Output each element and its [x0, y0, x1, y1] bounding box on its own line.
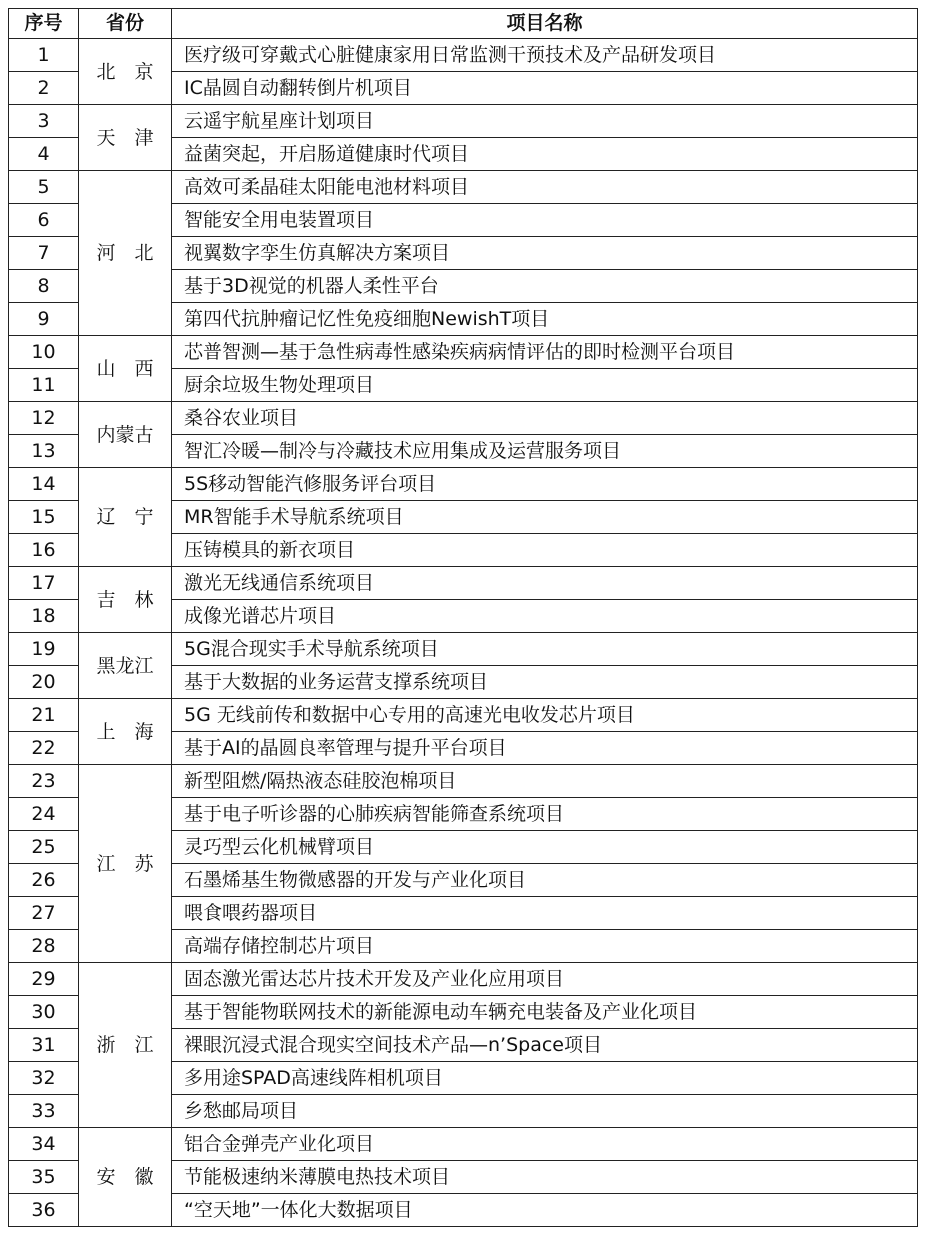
row-number: 2 — [9, 72, 79, 105]
row-number: 8 — [9, 270, 79, 303]
header-row — [9, 9, 918, 39]
row-number: 31 — [9, 1029, 79, 1062]
table-row — [9, 105, 918, 138]
project-name: MR智能手术导航系统项目 — [172, 501, 918, 534]
project-name: 基于智能物联网技术的新能源电动车辆充电装备及产业化项目 — [172, 996, 918, 1029]
table-row — [9, 963, 918, 996]
row-number: 21 — [9, 699, 79, 732]
project-name: IC晶圆自动翻转倒片机项目 — [172, 72, 918, 105]
row-number: 6 — [9, 204, 79, 237]
project-name: 5G 无线前传和数据中心专用的高速光电收发芯片项目 — [172, 699, 918, 732]
row-number: 11 — [9, 369, 79, 402]
project-name: 多用途SPAD高速线阵相机项目 — [172, 1062, 918, 1095]
table-row — [9, 699, 918, 732]
province-cell: 河 北 — [79, 171, 172, 336]
project-name: 基于电子听诊器的心肺疾病智能筛查系统项目 — [172, 798, 918, 831]
project-name: 厨余垃圾生物处理项目 — [172, 369, 918, 402]
row-number: 17 — [9, 567, 79, 600]
project-name: 基于3D视觉的机器人柔性平台 — [172, 270, 918, 303]
row-number: 18 — [9, 600, 79, 633]
header-name: 项目名称 — [172, 9, 918, 39]
row-number: 13 — [9, 435, 79, 468]
project-name: 视翼数字孪生仿真解决方案项目 — [172, 237, 918, 270]
province-cell: 黑龙江 — [79, 633, 172, 699]
row-number: 32 — [9, 1062, 79, 1095]
row-number: 27 — [9, 897, 79, 930]
row-number: 22 — [9, 732, 79, 765]
row-number: 7 — [9, 237, 79, 270]
province-cell: 上 海 — [79, 699, 172, 765]
table-row — [9, 1128, 918, 1161]
project-name: 医疗级可穿戴式心脏健康家用日常监测干预技术及产品研发项目 — [172, 39, 918, 72]
row-number: 20 — [9, 666, 79, 699]
project-name: 云遥宇航星座计划项目 — [172, 105, 918, 138]
project-name: “空天地”一体化大数据项目 — [172, 1194, 918, 1227]
project-name: 桑谷农业项目 — [172, 402, 918, 435]
table-row — [9, 39, 918, 72]
row-number: 33 — [9, 1095, 79, 1128]
project-name: 高效可柔晶硅太阳能电池材料项目 — [172, 171, 918, 204]
row-number: 3 — [9, 105, 79, 138]
row-number: 29 — [9, 963, 79, 996]
province-cell: 安 徽 — [79, 1128, 172, 1227]
table-body — [9, 39, 918, 1227]
province-cell: 天 津 — [79, 105, 172, 171]
row-number: 15 — [9, 501, 79, 534]
project-name: 石墨烯基生物微感器的开发与产业化项目 — [172, 864, 918, 897]
project-name: 基于大数据的业务运营支撑系统项目 — [172, 666, 918, 699]
row-number: 26 — [9, 864, 79, 897]
province-cell: 辽 宁 — [79, 468, 172, 567]
province-cell: 北 京 — [79, 39, 172, 105]
header-no: 序号 — [9, 9, 79, 39]
row-number: 23 — [9, 765, 79, 798]
project-table-container — [8, 8, 918, 1227]
project-name: 压铸模具的新衣项目 — [172, 534, 918, 567]
row-number: 9 — [9, 303, 79, 336]
project-name: 激光无线通信系统项目 — [172, 567, 918, 600]
table-row — [9, 468, 918, 501]
row-number: 19 — [9, 633, 79, 666]
project-name: 5G混合现实手术导航系统项目 — [172, 633, 918, 666]
project-name: 智汇冷暖—制冷与冷藏技术应用集成及运营服务项目 — [172, 435, 918, 468]
row-number: 16 — [9, 534, 79, 567]
project-name: 固态激光雷达芯片技术开发及产业化应用项目 — [172, 963, 918, 996]
table-row — [9, 765, 918, 798]
province-cell: 山 西 — [79, 336, 172, 402]
project-name: 第四代抗肿瘤记忆性免疫细胞NewishT项目 — [172, 303, 918, 336]
table-header — [9, 9, 918, 39]
row-number: 1 — [9, 39, 79, 72]
project-name: 灵巧型云化机械臂项目 — [172, 831, 918, 864]
row-number: 34 — [9, 1128, 79, 1161]
project-table — [8, 8, 918, 1227]
table-row — [9, 567, 918, 600]
table-row — [9, 171, 918, 204]
table-row — [9, 336, 918, 369]
project-name: 铝合金弹壳产业化项目 — [172, 1128, 918, 1161]
row-number: 25 — [9, 831, 79, 864]
project-name: 芯普智测—基于急性病毒性感染疾病病情评估的即时检测平台项目 — [172, 336, 918, 369]
row-number: 35 — [9, 1161, 79, 1194]
project-name: 高端存储控制芯片项目 — [172, 930, 918, 963]
row-number: 4 — [9, 138, 79, 171]
table-row — [9, 402, 918, 435]
row-number: 14 — [9, 468, 79, 501]
project-name: 新型阻燃/隔热液态硅胶泡棉项目 — [172, 765, 918, 798]
row-number: 30 — [9, 996, 79, 1029]
project-name: 基于AI的晶圆良率管理与提升平台项目 — [172, 732, 918, 765]
project-name: 成像光谱芯片项目 — [172, 600, 918, 633]
project-name: 智能安全用电装置项目 — [172, 204, 918, 237]
row-number: 5 — [9, 171, 79, 204]
project-name: 5S移动智能汽修服务评台项目 — [172, 468, 918, 501]
row-number: 28 — [9, 930, 79, 963]
row-number: 36 — [9, 1194, 79, 1227]
table-row — [9, 633, 918, 666]
project-name: 喂食喂药器项目 — [172, 897, 918, 930]
project-name: 乡愁邮局项目 — [172, 1095, 918, 1128]
province-cell: 吉 林 — [79, 567, 172, 633]
province-cell: 浙 江 — [79, 963, 172, 1128]
project-name: 节能极速纳米薄膜电热技术项目 — [172, 1161, 918, 1194]
row-number: 10 — [9, 336, 79, 369]
row-number: 24 — [9, 798, 79, 831]
province-cell: 江 苏 — [79, 765, 172, 963]
province-cell: 内蒙古 — [79, 402, 172, 468]
project-name: 裸眼沉浸式混合现实空间技术产品—n’Space项目 — [172, 1029, 918, 1062]
project-name: 益菌突起，开启肠道健康时代项目 — [172, 138, 918, 171]
header-province: 省份 — [79, 9, 172, 39]
row-number: 12 — [9, 402, 79, 435]
